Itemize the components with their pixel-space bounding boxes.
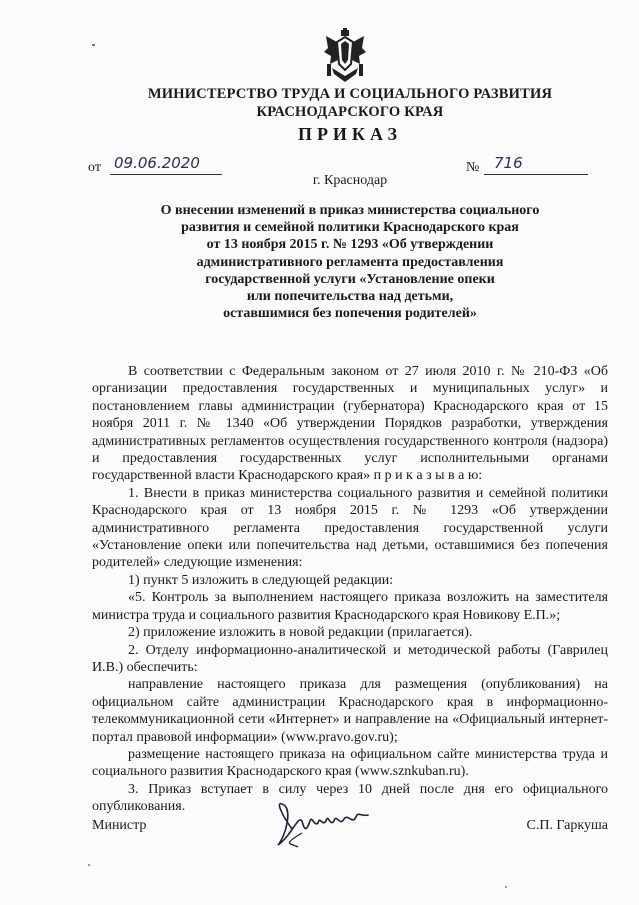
- signatory-title: Министр: [92, 818, 147, 833]
- coat-of-arms-emblem-icon: [322, 28, 368, 84]
- order-number: 716: [484, 154, 588, 175]
- number-label: №: [466, 160, 480, 175]
- subject-line: О внесении изменений в приказ министерства социального: [160, 203, 540, 218]
- scan-speck: [505, 886, 507, 888]
- ministry-name-line1: МИНИСТЕРСТВО ТРУДА И СОЦИАЛЬНОГО РАЗВИТИЯ: [147, 86, 553, 102]
- body-paragraph: направление настоящего приказа для размещения (опубликования) на официальном сайте администрации Краснодарского края в информационно-телекоммуникационной сети «Интернет» и направление на «Официальный интернет-портал правовой информации» (www.pravo.gov.ru);: [92, 677, 608, 745]
- ministry-name-line2: КРАСНОДАРСКОГО КРАЯ: [256, 104, 444, 120]
- subject-line: государственной услуги «Установление опеки: [205, 271, 495, 287]
- handwritten-signature-icon: [262, 785, 380, 851]
- body-paragraph: 2. Отделу информационно-аналитической и методической работы (Гаврилец И.В.) обеспечить:: [92, 642, 608, 675]
- subject-line: административного регламента предоставления: [196, 254, 504, 270]
- scan-speck: [92, 44, 95, 46]
- subject-line: от 13 ноября 2015 г. № 1293 «Об утверждении: [206, 237, 494, 253]
- order-subject: [110, 202, 590, 322]
- order-title: ПРИКАЗ: [297, 124, 403, 144]
- body-paragraph: размещение настоящего приказа на официальном сайте министерства труда и социального развития Краснодарского края (www.sznkuban.ru).: [92, 746, 608, 780]
- city: г. Краснодар: [312, 173, 388, 188]
- body-paragraph: 1. Внести в приказ министерства социального развития и семейной политики Краснодарского края от 13 ноября 2015 г. № 1293 «Об утверждении административного регламента предоставления государственной услуги «Установление опеки или попечительства над детьми, оставшимися без попечения родителей» следующие изменения:: [92, 485, 608, 571]
- body-paragraph: 3. Приказ вступает в силу через 10 дней после дня его официального опубликования.: [92, 781, 608, 815]
- body-paragraph: «5. Контроль за выполнением настоящего приказа возложить на заместителя министра труда и социального развития Краснодарского края Новикову Е.П.»;: [92, 590, 608, 623]
- date-label: от: [88, 160, 101, 175]
- body-paragraph: 1) пункт 5 изложить в следующей редакции:: [128, 572, 394, 588]
- order-date: 09.06.2020: [110, 154, 222, 175]
- body-paragraph: В соответствии с Федеральным законом от 27 июля 2010 г. № 210-ФЗ «Об организации предоставления государственных и муниципальных услуг» и постановлением главы администрации (губернатора) Краснодарского края от 15 ноября 2011 г. № 1340 «Об утверждении Порядков разработки, утверждения административных регламентов осуществления государственного контроля (надзора) и предоставления государственных услуг исполнительными органами государственной власти Краснодарского края» п р и к а з ы в а ю:: [92, 364, 608, 484]
- body-paragraph: 2) приложение изложить в новой редакции (прилагается).: [128, 625, 473, 641]
- scan-speck: [88, 864, 90, 866]
- subject-line: оставшимися без попечения родителей»: [223, 306, 477, 322]
- order-body: [92, 363, 608, 816]
- signatory-name: С.П. Гаркуша: [526, 818, 608, 833]
- subject-line: или попечительства над детьми,: [246, 289, 454, 305]
- subject-line: развития и семейной политики Краснодарского края: [181, 220, 519, 236]
